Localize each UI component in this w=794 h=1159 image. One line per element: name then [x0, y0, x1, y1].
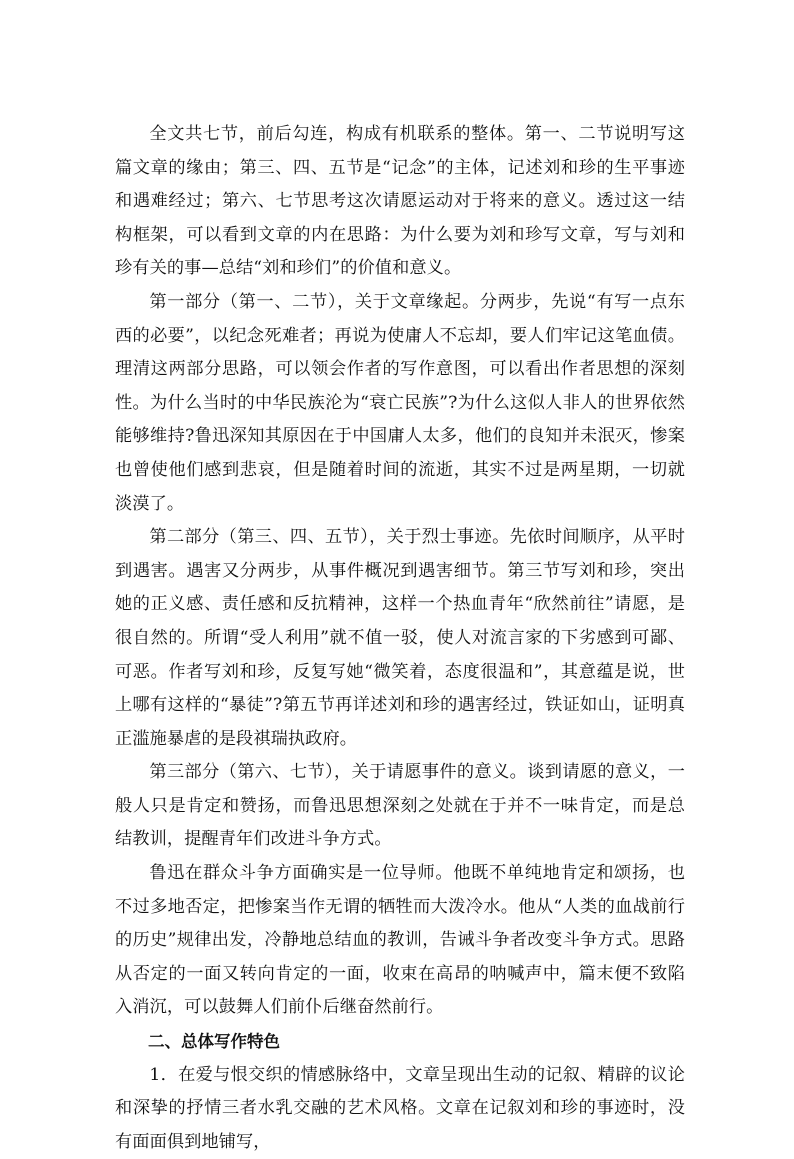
paragraph-structure-overview: 全文共七节，前后勾连，构成有机联系的整体。第一、二节说明写这篇文章的缘由；第三、四、五节是“记念”的主体，记述刘和珍的生平事迹和遇难经过；第六、七节思考这次请愿运动对于将来的意义。透过这一结构框架，可以看到文章的内在思路：为什么要为刘和珍写文章，写与刘和珍有关的事—总结“刘和珍们”的价值和意义。 [115, 124, 685, 279]
section-heading: 二、总体写作特色 [148, 1032, 280, 1052]
paragraph-part-one: 第一部分（第一、二节），关于文章缘起。分两步，先说“有写一点东西的必要”，以纪念死难者；再说为使庸人不忘却，要人们牢记这笔血债。理清这两部分思路，可以领会作者的写作意图，可以看出作者思想的深刻性。为什么当时的中华民族沦为“衰亡民族”?为什么这似人非人的世界依然能够维持?鲁迅深知其原因在于中国庸人太多，他们的良知并未泯灭，惨案也曾使他们感到悲哀，但是随着时间的流逝，其实不过是两星期，一切就淡漠了。 [115, 291, 685, 514]
paragraph-part-two: 第二部分（第三、四、五节），关于烈士事迹。先依时间顺序，从平时到遇害。遇害又分两步，从事件概况到遇害细节。第三节写刘和珍，突出她的正义感、责任感和反抗精神，这样一个热血青年“欣然前往”请愿，是很自然的。所谓“受人利用”就不值一驳，使人对流言家的下劣感到可鄙、可恶。作者写刘和珍，反复写她“微笑着，态度很温和”，其意蕴是说，世上哪有这样的“暴徒”?第五节再详述刘和珍的遇害经过，铁证如山，证明真正滥施暴虐的是段祺瑞执政府。 [115, 527, 685, 749]
paragraph-writing-feature-one: 1．在爱与恨交织的情感脉络中，文章呈现出生动的记叙、精辟的议论和深挚的抒情三者水乳交融的艺术风格。文章在记叙刘和珍的事迹时，没有面面俱到地铺写， [115, 1064, 685, 1152]
paragraph-part-three: 第三部分（第六、七节），关于请愿事件的意义。谈到请愿的意义，一般人只是肯定和赞扬，而鲁迅思想深刻之处就在于并不一味肯定，而是总结教训，提醒青年们改进斗争方式。 [115, 762, 685, 850]
document-body [115, 118, 685, 1159]
paragraph-lu-xun-mentor: 鲁迅在群众斗争方面确实是一位导师。他既不单纯地肯定和颂扬，也不过多地否定，把惨案当作无谓的牺牲而大泼冷水。他从“人类的血战前行的历史”规律出发，冷静地总结血的教训，告诫斗争者改变斗争方式。思路从否定的一面又转向肯定的一面，收束在高昂的呐喊声中，篇末便不致陷入消沉，可以鼓舞人们前仆后继奋然前行。 [115, 863, 685, 1018]
